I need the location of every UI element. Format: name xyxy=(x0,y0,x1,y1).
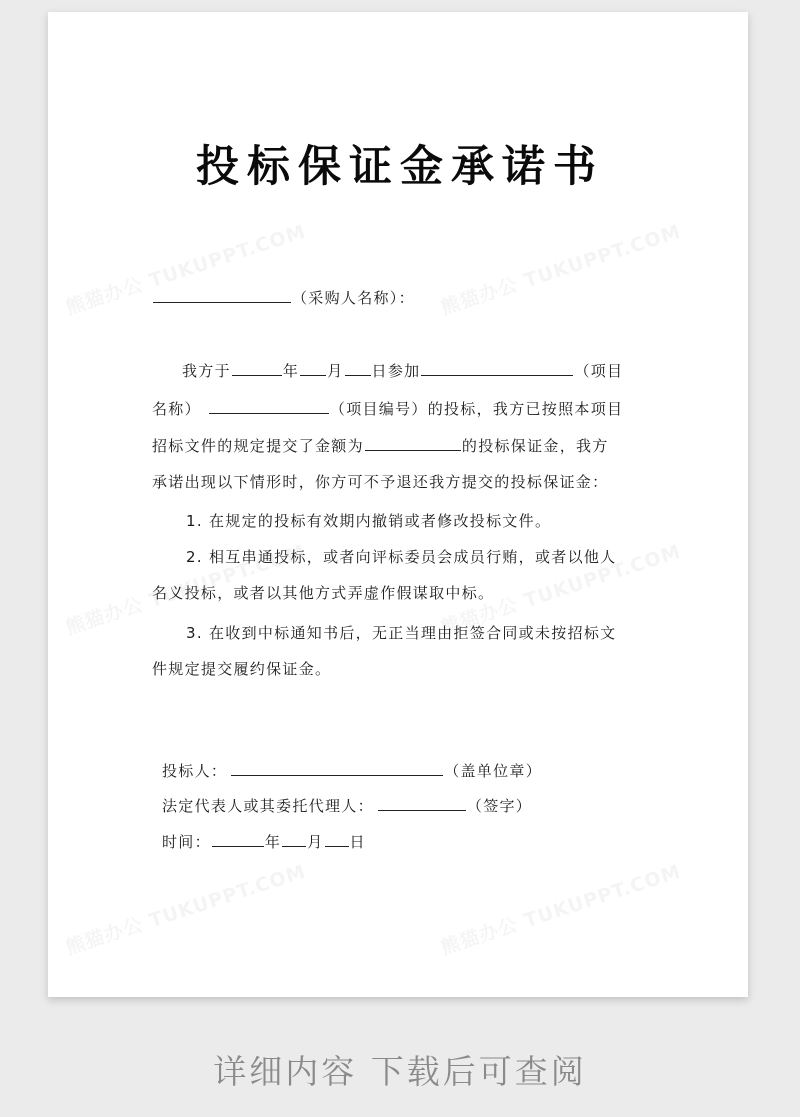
representative-line: 法定代表人或其委托代理人： （签字） xyxy=(162,797,533,815)
document-title: 投标保证金承诺书 xyxy=(196,142,604,192)
representative-blank[interactable] xyxy=(378,809,466,811)
body-line-2: 名称） （项目编号）的投标，我方已按照本项目 xyxy=(152,400,624,418)
item-2-line-2: 名义投标，或者以其他方式弄虚作假谋取中标。 xyxy=(152,584,495,602)
item-2-line-1: 2. 相互串通投标，或者向评标委员会成员行贿，或者以他人 xyxy=(186,548,617,566)
item-3-line-2: 件规定提交履约保证金。 xyxy=(152,660,332,678)
project-name-blank[interactable] xyxy=(421,374,573,376)
purchaser-name-blank[interactable] xyxy=(153,301,291,303)
date-line: 时间： 年 月 日 xyxy=(162,833,366,851)
item-3-line-1: 3. 在收到中标通知书后，无正当理由拒签合同或未按招标文 xyxy=(186,624,617,642)
addressee-line: （采购人名称）： xyxy=(152,287,415,308)
footer-caption: 详细内容 下载后可查阅 xyxy=(213,1052,587,1091)
day-blank[interactable] xyxy=(345,374,371,376)
sign-day-blank[interactable] xyxy=(325,845,349,847)
month-blank[interactable] xyxy=(300,374,326,376)
bidder-blank[interactable] xyxy=(231,774,443,776)
sign-year-blank[interactable] xyxy=(212,845,264,847)
body-line-3: 招标文件的规定提交了金额为 的投标保证金，我方 xyxy=(152,437,609,455)
year-blank[interactable] xyxy=(232,374,282,376)
amount-blank[interactable] xyxy=(365,449,461,451)
bidder-line: 投标人： （盖单位章） xyxy=(162,762,543,780)
body-line-4: 承诺出现以下情形时，你方可不予退还我方提交的投标保证金： xyxy=(152,473,609,491)
item-1: 1. 在规定的投标有效期内撤销或者修改投标文件。 xyxy=(186,512,552,530)
body-line-1: 我方于 年 月 日参加 （项目 xyxy=(182,362,624,380)
sign-month-blank[interactable] xyxy=(282,845,306,847)
project-number-blank[interactable] xyxy=(209,412,329,414)
